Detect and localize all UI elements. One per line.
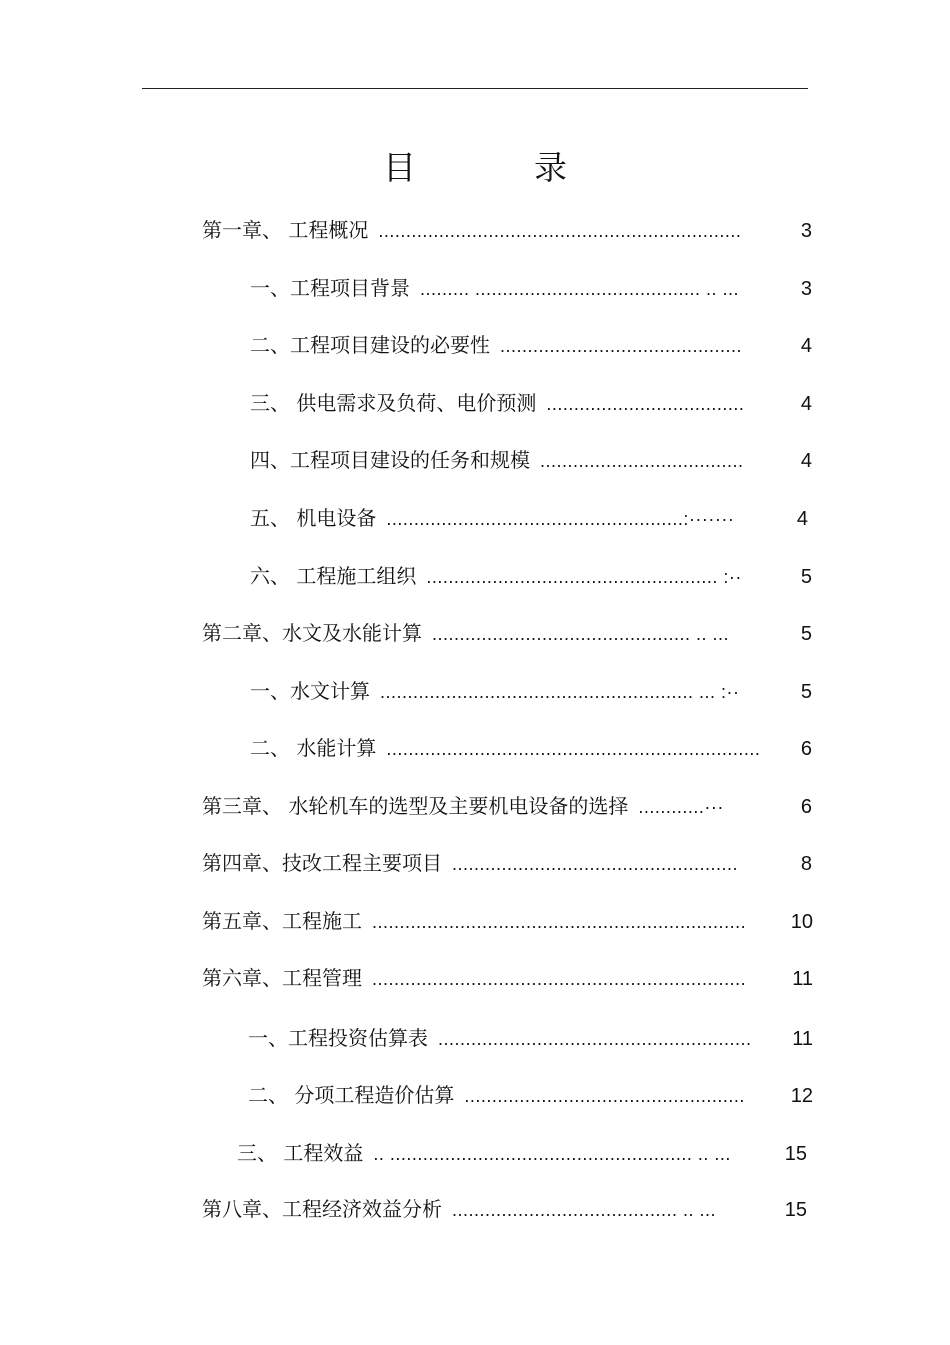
toc-leader-dots: ............................................	[500, 336, 743, 356]
toc-leader-dots: ......................................................... ... :··	[380, 682, 740, 702]
toc-leader-dots: ....................................................	[452, 854, 739, 874]
toc-entry[interactable]	[248, 1023, 813, 1053]
toc-leader-dots: ..................................................... :··	[426, 567, 742, 587]
toc-leader-dots: .. ....................................................... .. ...	[373, 1144, 731, 1164]
toc-leader-dots: ......... ......................................... .. ...	[420, 279, 740, 299]
toc-leader-dots: ......................................... .. ...	[452, 1200, 717, 1220]
toc-page-number: 12	[790, 1085, 813, 1107]
toc-entry[interactable]	[202, 618, 812, 648]
toc-entry-label: 一、水文计算	[250, 679, 370, 703]
toc-entry[interactable]	[202, 215, 812, 245]
toc-entry-label: 第五章、工程施工	[202, 909, 362, 933]
toc-leader-dots: ....................................................................	[386, 739, 761, 759]
toc-page-number: 11	[792, 1028, 813, 1050]
toc-page-number: 4	[800, 335, 812, 357]
toc-page-number: 5	[800, 623, 812, 645]
toc-leader-dots: ....................................................................	[372, 969, 747, 989]
toc-leader-dots: .........................................................	[438, 1029, 752, 1049]
toc-entry-label: 三、 供电需求及负荷、电价预测	[250, 391, 537, 415]
header-rule	[142, 88, 808, 89]
toc-leader-dots: ....................................................................	[372, 912, 747, 932]
toc-entry-label: 二、 分项工程造价估算	[248, 1083, 455, 1107]
toc-entry-label: 第八章、工程经济效益分析	[202, 1197, 442, 1221]
toc-entry[interactable]	[202, 906, 813, 936]
toc-page-number: 11	[792, 968, 813, 990]
toc-page-number: 5	[800, 681, 812, 703]
toc-entry-label: 二、 水能计算	[250, 736, 377, 760]
toc-leader-dots: .....................................	[540, 451, 744, 471]
toc-entry-label: 第四章、技改工程主要项目	[202, 851, 442, 875]
title-char-2: 录	[534, 148, 567, 187]
toc-entry-label: 第二章、水文及水能计算	[202, 621, 422, 645]
toc-page-number: 15	[784, 1143, 807, 1165]
toc-entry[interactable]	[202, 963, 813, 993]
toc-entry[interactable]	[250, 330, 812, 360]
toc-leader-dots: ....................................	[546, 394, 745, 414]
toc-entry-label: 一、工程投资估算表	[248, 1026, 428, 1050]
toc-page-number: 4	[800, 393, 812, 415]
toc-entry[interactable]	[250, 503, 808, 533]
toc-page-number: 3	[800, 220, 812, 242]
toc-entry[interactable]	[248, 1080, 813, 1110]
toc-page-number: 3	[800, 278, 812, 300]
toc-leader-dots: ..................................................................	[378, 221, 742, 241]
toc-entry-label: 三、 工程效益	[237, 1141, 364, 1165]
toc-entry-label: 二、工程项目建设的必要性	[250, 333, 490, 357]
toc-page-number: 6	[800, 738, 812, 760]
title-char-1: 目	[383, 148, 416, 187]
toc-page-number: 6	[800, 796, 812, 818]
toc-entry[interactable]	[237, 1138, 807, 1168]
toc-page-number: 5	[800, 566, 812, 588]
toc-entry[interactable]	[202, 848, 812, 878]
toc-entry[interactable]	[250, 733, 812, 763]
toc-entry-label: 四、工程项目建设的任务和规模	[250, 448, 530, 472]
toc-entry[interactable]	[250, 445, 812, 475]
toc-entry-label: 第一章、 工程概况	[202, 218, 369, 242]
toc-entry-label: 第三章、 水轮机车的选型及主要机电设备的选择	[202, 794, 629, 818]
toc-entry-label: 一、工程项目背景	[250, 276, 410, 300]
toc-entry[interactable]	[250, 561, 812, 591]
toc-page-number: 4	[800, 450, 812, 472]
toc-entry[interactable]	[202, 791, 812, 821]
toc-entry[interactable]	[202, 1194, 807, 1224]
toc-entry-label: 五、 机电设备	[250, 506, 377, 530]
toc-entry[interactable]	[250, 676, 812, 706]
toc-entry[interactable]	[250, 388, 812, 418]
toc-leader-dots: ............................................... .. ...	[432, 624, 730, 644]
toc-leader-dots: ............···	[638, 797, 724, 817]
toc-entry-label: 六、 工程施工组织	[250, 564, 417, 588]
toc-page-number: 10	[790, 911, 813, 933]
toc-entry-label: 第六章、工程管理	[202, 966, 362, 990]
page-title	[0, 146, 950, 190]
toc-leader-dots: ......................................................:·······	[386, 509, 735, 529]
toc-page-number: 8	[800, 853, 812, 875]
toc-page-number: 15	[784, 1199, 807, 1221]
toc-entry[interactable]	[250, 273, 812, 303]
toc-page-number: 4	[796, 508, 808, 530]
toc-leader-dots: ...................................................	[464, 1086, 745, 1106]
